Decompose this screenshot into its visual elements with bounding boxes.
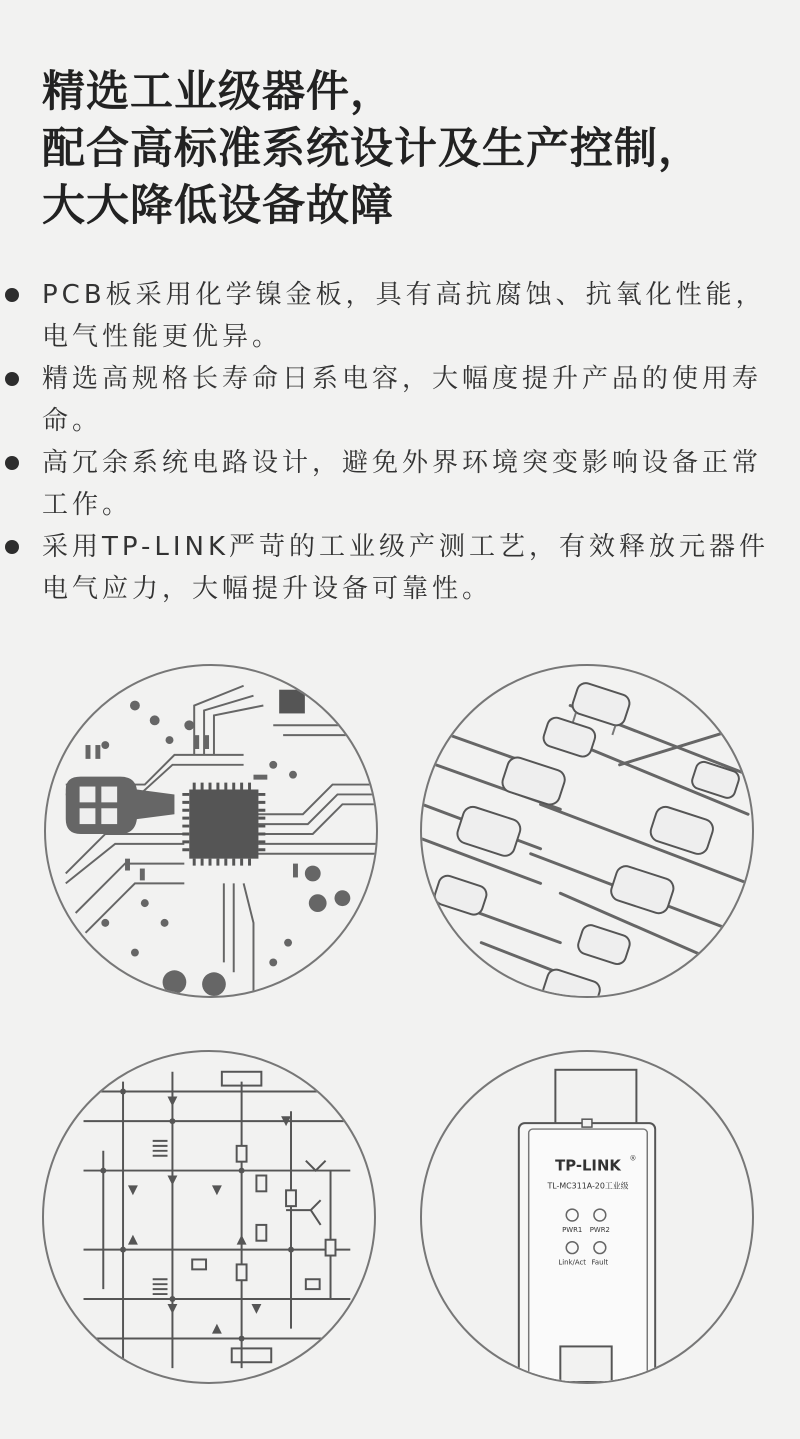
bullet-dot-icon — [5, 372, 19, 386]
device-icon — [422, 1052, 752, 1382]
headline-line-3: 大大降低设备故障 — [42, 181, 394, 231]
bullet-dot-icon — [5, 288, 19, 302]
led-link-label: Link/Act — [558, 1258, 586, 1267]
pcb-board-illustration — [44, 664, 378, 998]
feature-item — [0, 526, 800, 610]
headline-line-1: 精选工业级器件， — [42, 67, 394, 117]
pcb-icon — [46, 666, 376, 996]
feature-item — [0, 274, 800, 358]
device-brand: TP-LINK — [555, 1157, 621, 1175]
device-registered-mark: ® — [629, 1154, 637, 1163]
device-illustration — [420, 1050, 754, 1384]
capacitor-illustration — [420, 664, 754, 998]
bullet-dot-icon — [5, 540, 19, 554]
bullet-dot-icon — [5, 456, 19, 470]
led-fault-label: Fault — [591, 1258, 609, 1267]
device-port — [560, 1346, 611, 1382]
headline-line-2: 配合高标准系统设计及生产控制， — [42, 124, 702, 174]
led-pwr2-label: PWR2 — [589, 1225, 610, 1234]
feature-text: 采用TP-LINK严苛的工业级产测工艺，有效释放元器件电气应力，大幅提升设备可靠性。 — [42, 532, 770, 604]
circuit-schematic-illustration — [42, 1050, 376, 1384]
led-pwr1-label: PWR1 — [562, 1225, 583, 1234]
feature-item — [0, 358, 800, 442]
schematic-icon — [44, 1052, 374, 1382]
device-model: TL-MC311A-20工业级 — [547, 1181, 629, 1191]
feature-text: 高冗余系统电路设计，避免外界环境突变影响设备正常工作。 — [42, 448, 763, 520]
headline — [42, 64, 782, 235]
capacitor-icon — [422, 666, 752, 996]
feature-text: PCB板采用化学镍金板，具有高抗腐蚀、抗氧化性能，电气性能更优异。 — [42, 280, 766, 352]
feature-text: 精选高规格长寿命日系电容，大幅度提升产品的使用寿命。 — [42, 364, 763, 436]
feature-item — [0, 442, 800, 526]
feature-list — [0, 274, 800, 610]
